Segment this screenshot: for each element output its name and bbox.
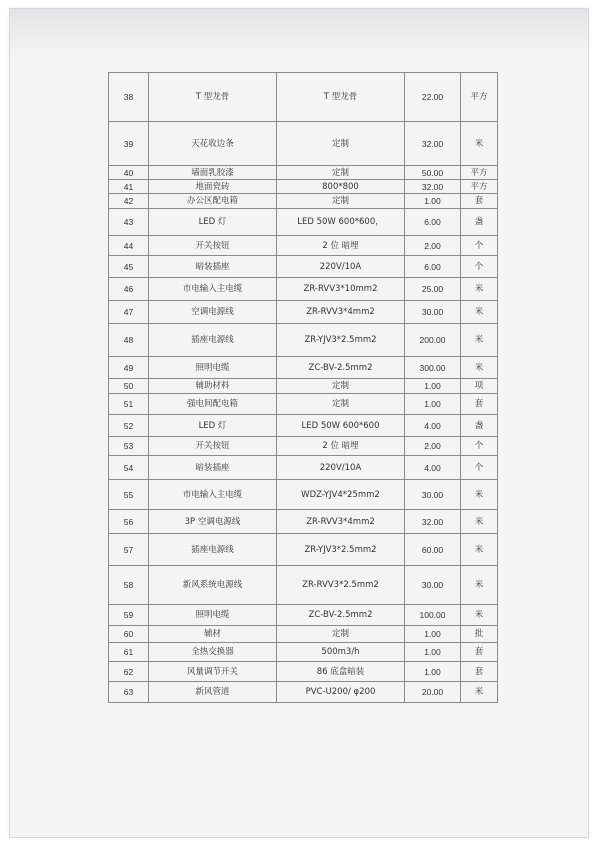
item-spec: 86 底盒暗装 [277, 662, 405, 682]
item-unit: 个 [461, 456, 498, 480]
item-spec: ZR-RVV3*10mm2 [277, 278, 405, 301]
item-quantity: 25.00 [405, 278, 461, 301]
item-name: 全热交换器 [149, 643, 277, 662]
item-unit: 米 [461, 534, 498, 566]
item-spec: 定制 [277, 194, 405, 209]
item-spec: 定制 [277, 626, 405, 643]
item-quantity: 2.00 [405, 236, 461, 256]
item-name: 新风管道 [149, 682, 277, 703]
row-number: 54 [109, 456, 149, 480]
item-unit: 米 [461, 510, 498, 534]
item-spec: PVC-U200/ φ200 [277, 682, 405, 703]
item-spec: ZR-RVV3*4mm2 [277, 510, 405, 534]
item-spec: ZR-RVV3*4mm2 [277, 301, 405, 324]
row-number: 58 [109, 566, 149, 605]
row-number: 40 [109, 166, 149, 180]
item-quantity: 2.00 [405, 437, 461, 456]
table-row [109, 278, 498, 301]
item-quantity: 30.00 [405, 301, 461, 324]
item-name: 空调电源线 [149, 301, 277, 324]
item-quantity: 1.00 [405, 643, 461, 662]
item-spec: ZR-RVV3*2.5mm2 [277, 566, 405, 605]
item-name: 办公区配电箱 [149, 194, 277, 209]
item-spec: 2 位 暗埋 [277, 236, 405, 256]
item-name: 市电输入主电缆 [149, 480, 277, 510]
item-quantity: 100.00 [405, 605, 461, 626]
item-quantity: 30.00 [405, 566, 461, 605]
item-name: 3P 空调电源线 [149, 510, 277, 534]
item-spec: WDZ-YJV4*25mm2 [277, 480, 405, 510]
row-number: 44 [109, 236, 149, 256]
item-name: 暗装插座 [149, 256, 277, 278]
item-unit: 米 [461, 324, 498, 357]
item-name: 天花收边条 [149, 122, 277, 166]
item-name: 强电间配电箱 [149, 394, 277, 415]
materials-table-body [109, 73, 498, 703]
table-row [109, 566, 498, 605]
item-spec: LED 50W 600*600 [277, 415, 405, 437]
item-quantity: 1.00 [405, 662, 461, 682]
row-number: 42 [109, 194, 149, 209]
row-number: 47 [109, 301, 149, 324]
item-unit: 项 [461, 379, 498, 394]
table-row [109, 480, 498, 510]
row-number: 61 [109, 643, 149, 662]
item-name: LED 灯 [149, 209, 277, 236]
item-unit: 平方 [461, 180, 498, 194]
table-row [109, 626, 498, 643]
scan-shadow [10, 9, 588, 55]
item-spec: ZR-YJV3*2.5mm2 [277, 324, 405, 357]
row-number: 49 [109, 357, 149, 379]
table-row [109, 122, 498, 166]
table-row [109, 643, 498, 662]
item-quantity: 4.00 [405, 456, 461, 480]
item-quantity: 20.00 [405, 682, 461, 703]
table-row [109, 682, 498, 703]
table-row [109, 357, 498, 379]
table-row [109, 194, 498, 209]
item-name: 照明电缆 [149, 605, 277, 626]
item-quantity: 1.00 [405, 194, 461, 209]
item-spec: T 型龙骨 [277, 73, 405, 122]
item-spec: 定制 [277, 379, 405, 394]
row-number: 51 [109, 394, 149, 415]
item-name: 辅材 [149, 626, 277, 643]
table-row [109, 180, 498, 194]
table-row [109, 437, 498, 456]
table-row [109, 510, 498, 534]
table-row [109, 324, 498, 357]
item-unit: 套 [461, 394, 498, 415]
item-spec: LED 50W 600*600， [277, 209, 405, 236]
table-row [109, 605, 498, 626]
item-quantity: 200.00 [405, 324, 461, 357]
item-quantity: 1.00 [405, 379, 461, 394]
item-spec: ZC-BV-2.5mm2 [277, 605, 405, 626]
item-name: 暗装插座 [149, 456, 277, 480]
row-number: 48 [109, 324, 149, 357]
item-name: LED 灯 [149, 415, 277, 437]
item-quantity: 1.00 [405, 626, 461, 643]
item-unit: 米 [461, 605, 498, 626]
row-number: 53 [109, 437, 149, 456]
item-quantity: 60.00 [405, 534, 461, 566]
item-quantity: 6.00 [405, 256, 461, 278]
item-quantity: 300.00 [405, 357, 461, 379]
item-quantity: 50.00 [405, 166, 461, 180]
item-unit: 米 [461, 278, 498, 301]
item-spec: 定制 [277, 122, 405, 166]
table-row [109, 301, 498, 324]
item-spec: ZR-YJV3*2.5mm2 [277, 534, 405, 566]
item-quantity: 1.00 [405, 394, 461, 415]
row-number: 62 [109, 662, 149, 682]
item-unit: 盏 [461, 415, 498, 437]
row-number: 41 [109, 180, 149, 194]
item-quantity: 30.00 [405, 480, 461, 510]
table-row [109, 379, 498, 394]
table-row [109, 209, 498, 236]
item-name: 地面瓷砖 [149, 180, 277, 194]
item-name: 风量调节开关 [149, 662, 277, 682]
table-row [109, 662, 498, 682]
item-unit: 个 [461, 437, 498, 456]
item-quantity: 32.00 [405, 122, 461, 166]
item-unit: 套 [461, 643, 498, 662]
row-number: 45 [109, 256, 149, 278]
row-number: 63 [109, 682, 149, 703]
row-number: 43 [109, 209, 149, 236]
table-row [109, 534, 498, 566]
item-unit: 米 [461, 682, 498, 703]
item-spec: ZC-BV-2.5mm2 [277, 357, 405, 379]
item-spec: 800*800 [277, 180, 405, 194]
item-quantity: 6.00 [405, 209, 461, 236]
item-quantity: 4.00 [405, 415, 461, 437]
item-spec: 220V/10A [277, 256, 405, 278]
row-number: 50 [109, 379, 149, 394]
row-number: 56 [109, 510, 149, 534]
row-number: 59 [109, 605, 149, 626]
table-row [109, 236, 498, 256]
item-quantity: 32.00 [405, 180, 461, 194]
table-row [109, 73, 498, 122]
table-row [109, 256, 498, 278]
item-spec: 220V/10A [277, 456, 405, 480]
table-row [109, 415, 498, 437]
row-number: 46 [109, 278, 149, 301]
table-row [109, 456, 498, 480]
item-name: 开关按钮 [149, 437, 277, 456]
item-spec: 定制 [277, 166, 405, 180]
item-quantity: 22.00 [405, 73, 461, 122]
item-name: 市电输入主电缆 [149, 278, 277, 301]
table-row [109, 166, 498, 180]
row-number: 39 [109, 122, 149, 166]
item-name: 新风系统电源线 [149, 566, 277, 605]
item-unit: 个 [461, 236, 498, 256]
item-unit: 盏 [461, 209, 498, 236]
materials-table [108, 72, 498, 703]
row-number: 55 [109, 480, 149, 510]
item-unit: 个 [461, 256, 498, 278]
item-unit: 平方 [461, 73, 498, 122]
row-number: 38 [109, 73, 149, 122]
item-spec: 2 位 暗埋 [277, 437, 405, 456]
row-number: 60 [109, 626, 149, 643]
row-number: 52 [109, 415, 149, 437]
item-unit: 米 [461, 566, 498, 605]
item-name: T 型龙骨 [149, 73, 277, 122]
item-name: 墙面乳胶漆 [149, 166, 277, 180]
item-unit: 米 [461, 122, 498, 166]
item-name: 辅助材料 [149, 379, 277, 394]
item-unit: 米 [461, 301, 498, 324]
item-spec: 500m3/h [277, 643, 405, 662]
item-unit: 平方 [461, 166, 498, 180]
item-unit: 套 [461, 194, 498, 209]
item-unit: 米 [461, 480, 498, 510]
item-unit: 米 [461, 357, 498, 379]
item-spec: 定制 [277, 394, 405, 415]
item-name: 插座电源线 [149, 534, 277, 566]
item-name: 插座电源线 [149, 324, 277, 357]
item-name: 照明电缆 [149, 357, 277, 379]
item-quantity: 32.00 [405, 510, 461, 534]
row-number: 57 [109, 534, 149, 566]
item-unit: 套 [461, 662, 498, 682]
table-row [109, 394, 498, 415]
item-unit: 批 [461, 626, 498, 643]
item-name: 开关按钮 [149, 236, 277, 256]
